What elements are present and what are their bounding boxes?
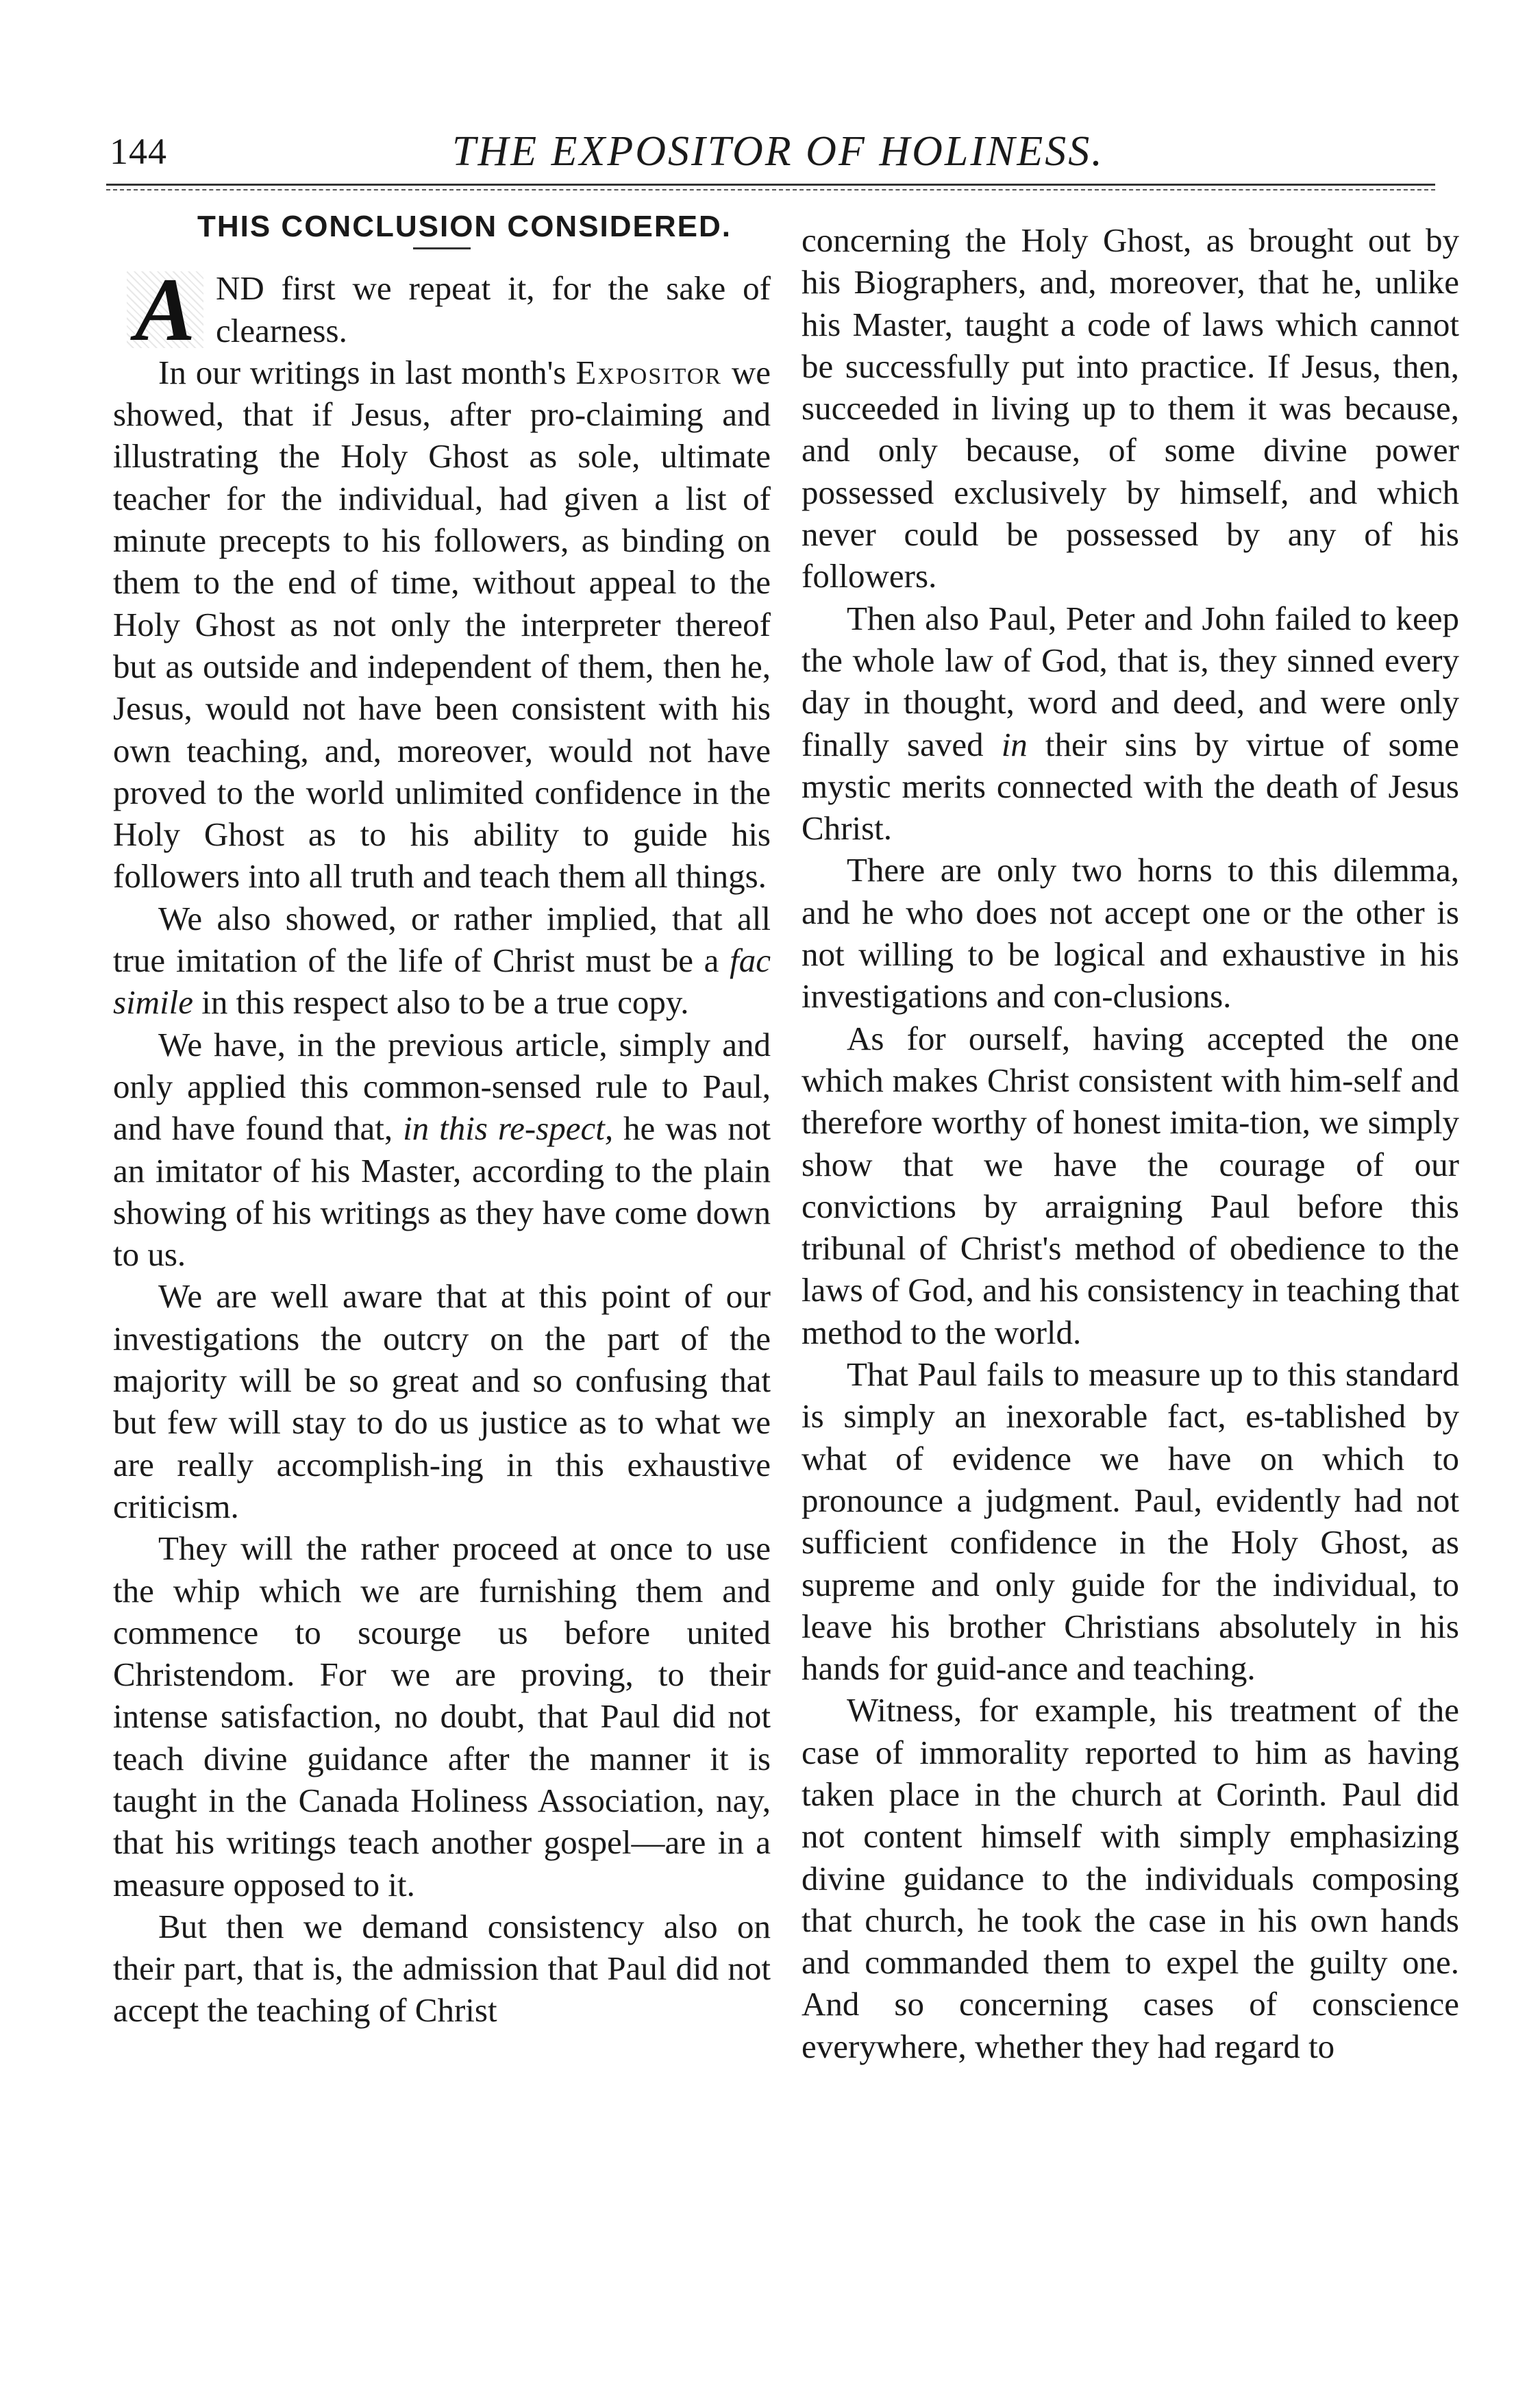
paragraph: We are well aware that at this point of our investigations the outcry on the part of the majority will be so great and so confusing that but few will stay to do us justice as to what we are really accomplish-ing in this exhaustive criticism.: [113, 1277, 771, 1525]
text-run: their sins by virtue of some mystic merits connected with the death of Jesus Christ.: [802, 725, 1459, 848]
dropcap-letter: A: [127, 271, 203, 348]
left-column: [113, 206, 771, 2032]
paragraph: As for ourself, having accepted the one which makes Christ consistent with him-self and therefore worthy of honest imita-tion, we simply show that we have the courage of our convictions by arraigning Paul before this tribunal of Christ's method of obedience to the laws of God, and his consistency in teaching that method to the world.: [802, 1019, 1459, 1351]
journal-reference: Expositor: [575, 353, 722, 391]
paragraph: [802, 598, 1459, 850]
running-head: [110, 115, 1432, 184]
paragraph: [113, 1024, 771, 1276]
page-number: 144: [110, 131, 167, 172]
paragraph: They will the rather proceed at once to use the whip which we are furnishing them and commence to scourge us before united Christendom. For we are proving, to their intense satisfaction, no doubt, that Paul did not teach divine guidance after the manner it is taught in the Canada Holiness Association, nay, that his writings teach another gospel—are in a measure opposed to it.: [113, 1529, 771, 1904]
paragraph: Witness, for example, his treatment of the case of immorality reported to him as having taken place in the church at Corinth. Paul did not content himself with simply emphasizing divine guidance to the individuals composing that church, he took the case in his own hands and commanded them to expel the guilty one. And so concerning cases of conscience everywhere, whether they had regard to: [802, 1691, 1459, 2065]
paragraph: ND first we repeat it, for the sake of clearness.: [216, 269, 771, 349]
text-run: We have, in the previous article, simply and only applied this common-sensed rule to Paul, and have found that,: [113, 1025, 771, 1148]
text-run: he was not an imitator of his Master, according to the plain showing of his writings as they have come down to us.: [113, 1109, 771, 1274]
text-run: We also showed, or rather implied, that all true imitation of the life of Christ must be a: [113, 899, 771, 980]
text-run: Then also Paul, Peter and John failed to keep the whole law of God, that is, they sinned every day in thought, word and deed, and were only finally saved: [802, 599, 1459, 763]
text-run: in this respect also to be a true copy.: [193, 983, 689, 1022]
paragraph: concerning the Holy Ghost, as brought out by his Biographers, and, moreover, that he, unlike his Master, taught a code of laws which cannot be successfully put into practice. If Jesus, then, succeeded in living up to them it was because, and only because, of some divine power possessed exclusively by himself, and which never could be possessed by any of his followers.: [802, 221, 1459, 595]
right-column: [802, 219, 1459, 2067]
paragraph: That Paul fails to measure up to this standard is simply an inexorable fact, es-tablished by what of evidence we have on which to pronounce a judgment. Paul, evidently had not sufficient confidence in the Holy Ghost, as supreme and only guide for the individual, to leave his brother Christians absolutely in his hands for guid-ance and teaching.: [802, 1355, 1459, 1688]
italic-phrase: in this re-spect,: [403, 1109, 614, 1148]
paragraph: There are only two horns to this dilemma, and he who does not accept one or the other is not willing to be logical and exhaustive in his investigations and con-clusions.: [802, 851, 1459, 1015]
opening-paragraph-block: [113, 259, 771, 897]
header-rule-dashed: [106, 189, 1435, 190]
paragraph: [113, 352, 771, 898]
article-title: THIS CONCLUSION CONSIDERED.: [197, 210, 732, 243]
paragraph: But then we demand consistency also on their part, that is, the admission that Paul did not accept the teaching of Christ: [113, 1907, 771, 2030]
header-rule: [106, 184, 1435, 186]
italic-phrase: fac simile: [113, 941, 771, 1022]
journal-title: THE EXPOSITOR OF HOLINESS.: [452, 128, 1104, 175]
title-rule: [413, 247, 471, 249]
italic-phrase: in: [1001, 725, 1028, 763]
text-run: we showed, that if Jesus, after pro-claiming and illustrating the Holy Ghost as sole, ultimate teacher for the individual, had given a list of minute precepts to his followers, as binding on them to the end of time, without appeal to the Holy Ghost as not only the interpreter thereof but as outside and independent of them, then he, Jesus, would not have been consistent with his own teaching, and, moreover, would not have proved to the world unlimited confidence in the Holy Ghost as to his ability to guide his followers into all truth and teach them all things.: [113, 353, 771, 896]
text-run: In our writings in last month's: [158, 353, 576, 391]
paragraph: [113, 898, 771, 1024]
